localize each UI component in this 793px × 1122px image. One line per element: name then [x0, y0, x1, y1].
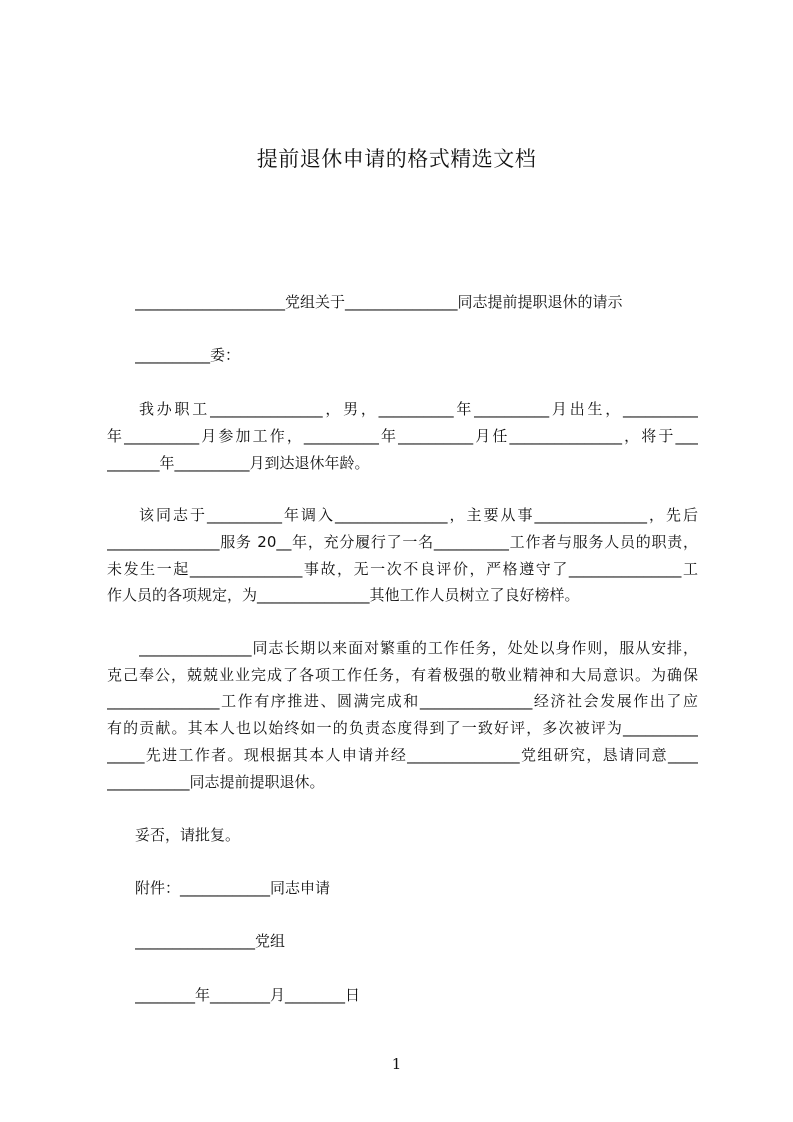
paragraph-line: _______________同志长期以来面对繁重的工作任务，处处以身作则，服从安排， [139, 639, 698, 657]
document-title: 提前退休申请的格式精选文档 [256, 147, 537, 171]
attachment-line: 附件：____________同志申请 [135, 879, 331, 897]
paragraph-line: _______________工作有序推进、圆满完成和_______________经济社会发展作出了应 [107, 692, 698, 710]
signature-line: ________________党组 [135, 932, 286, 950]
paragraph-line: _______年__________月到达退休年龄。 [107, 454, 370, 472]
paragraph-line: 有的贡献。其本人也以始终如一的负责态度得到了一致好评，多次被评为__________ [107, 719, 698, 737]
paragraph-line: _____先进工作者。现根据其本人申请并经_______________党组研究，恳请同意____ [107, 746, 698, 764]
paragraph-line: _______________服务 20__年，充分履行了一名__________工作者与服务人员的职责， [107, 533, 698, 551]
closing-line: 妥否，请批复。 [135, 826, 241, 844]
heading-line: ____________________党组关于_______________同志提前提职退休的请示 [135, 293, 623, 311]
page-number: 1 [391, 1055, 402, 1073]
paragraph-line: ___________同志提前提职退休。 [107, 773, 325, 791]
paragraph-line: 我办职工_______________，男，__________年__________月出生，__________ [139, 400, 698, 418]
paragraph-line: 克己奉公，兢兢业业完成了各项工作任务，有着极强的敬业精神和大局意识。为确保 [107, 666, 698, 684]
paragraph-line: 作人员的各项规定，为_______________其他工作人员树立了良好榜样。 [107, 586, 580, 604]
salutation-line: __________委： [135, 346, 241, 364]
paragraph-line: 年__________月参加工作，__________年__________月任_______________，将于___ [107, 427, 698, 445]
date-line: ________年________月________日 [135, 986, 361, 1004]
paragraph-line: 未发生一起_______________事故，无一次不良评价，严格遵守了_______________工 [107, 560, 698, 578]
paragraph-line: 该同志于__________年调入_______________，主要从事_______________，先后 [139, 506, 698, 524]
